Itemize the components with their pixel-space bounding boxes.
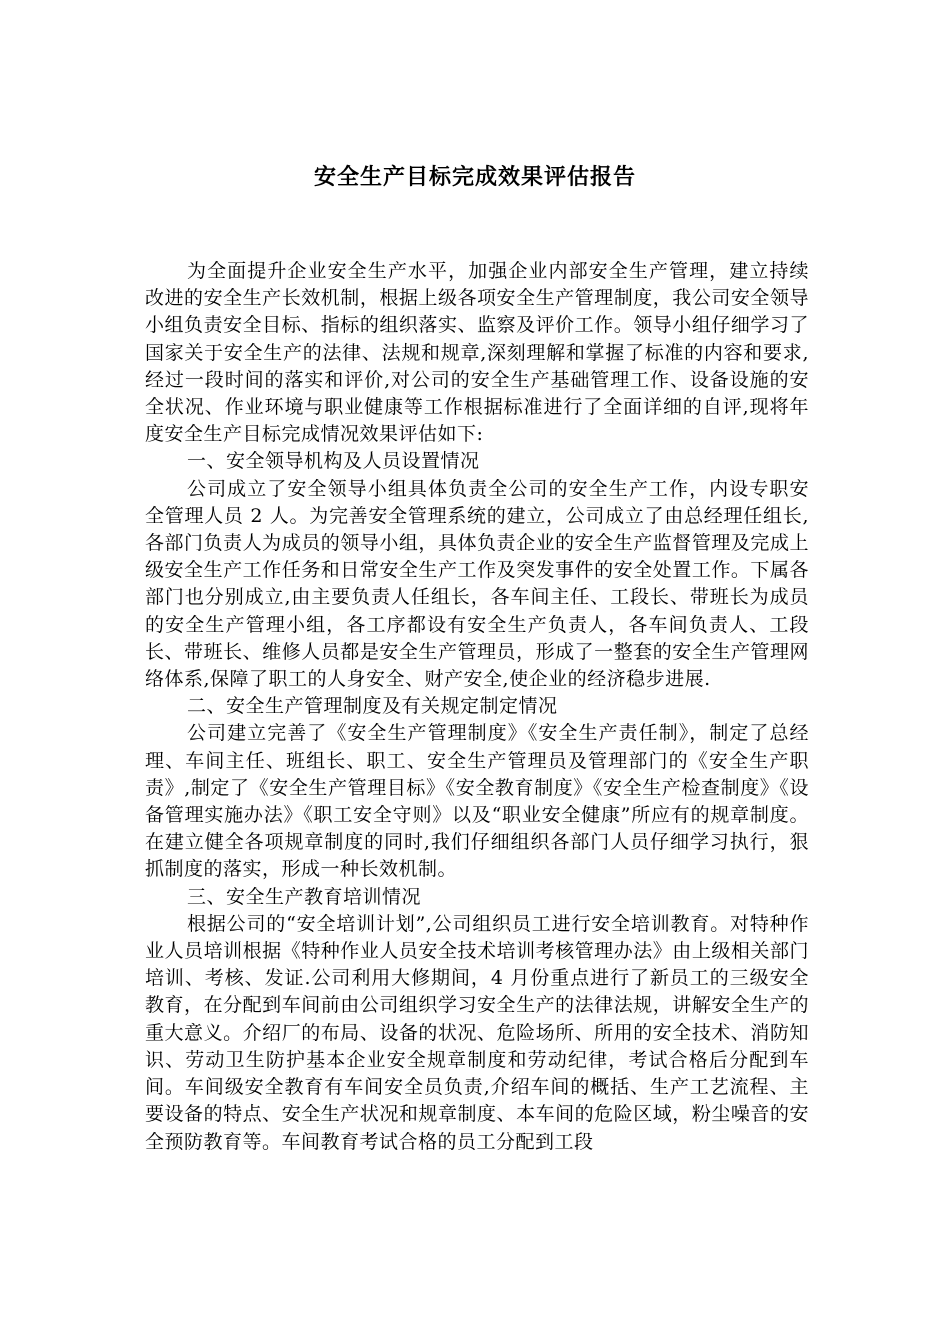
section-paragraph-2: 公司建立完善了《安全生产管理制度》《安全生产责任制》，制定了总经理、车间主任、班组长、职工、安全生产管理员及管理部门的《安全生产职责》,制定了《安全生产管理目标》《安全教育制度》《安全生产检查制度》《设备管理实施办法》《职工安全守则》以及“职业安全健康”所应有的规章制度。在建立健全各项规章制度的同时,我们仔细组织各部门人员仔细学习执行，狠抓制度的落实，形成一种长效机制。: [145, 722, 809, 881]
section-paragraph-3: 根据公司的“安全培训计划”,公司组织员工进行安全培训教育。对特种作业人员培训根据《特种作业人员安全技术培训考核管理办法》由上级相关部门培训、考核、发证.公司利用大修期间，4 月份重点进行了新员工的三级安全教育，在分配到车间前由公司组织学习安全生产的法律法规，讲解安全生产的重大意义。介绍厂的布局、设备的状况、危险场所、所用的安全技术、消防知识、劳动卫生防护基本企业安全规章制度和劳动纪律，考试合格后分配到车间。车间级安全教育有车间安全员负责,介绍车间的概括、生产工艺流程、主要设备的特点、安全生产状况和规章制度、本车间的危险区域，粉尘噪音的安全预防教育等。车间教育考试合格的员工分配到工段: [145, 912, 809, 1153]
section-heading-2: 二、安全生产管理制度及有关规定制定情况: [187, 695, 558, 718]
section-paragraph-1: 公司成立了安全领导小组具体负责全公司的安全生产工作，内设专职安全管理人员 2 人。为完善安全管理系统的建立，公司成立了由总经理任组长,各部门负责人为成员的领导小组，具体负责企业的安全生产监督管理及完成上级安全生产工作任务和日常安全生产工作及突发事件的安全处置工作。下属各部门也分别成立,由主要负责人任组长，各车间主任、工段长、带班长为成员的安全生产管理小组，各工序都设有安全生产负责人，各车间负责人、工段长、带班长、维修人员都是安全生产管理员，形成了一整套的安全生产管理网络体系,保障了职工的人身安全、财产安全,使企业的经济稳步进展.: [145, 477, 809, 691]
intro-paragraph: 为全面提升企业安全生产水平，加强企业内部安全生产管理，建立持续改进的安全生产长效机制，根据上级各项安全生产管理制度，我公司安全领导小组负责安全目标、指标的组织落实、监察及评价工作。领导小组仔细学习了国家关于安全生产的法律、法规和规章,深刻理解和掌握了标准的内容和要求,经过一段时间的落实和评价,对公司的安全生产基础管理工作、设备设施的安全状况、作业环境与职业健康等工作根据标准进行了全面详细的自评,现将年度安全生产目标完成情况效果评估如下:: [145, 260, 809, 446]
section-heading-1: 一、安全领导机构及人员设置情况: [187, 450, 480, 473]
document-title: 安全生产目标完成效果评估报告: [313, 165, 636, 190]
document-body: [145, 258, 809, 1156]
section-heading-3: 三、安全生产教育培训情况: [187, 885, 422, 908]
